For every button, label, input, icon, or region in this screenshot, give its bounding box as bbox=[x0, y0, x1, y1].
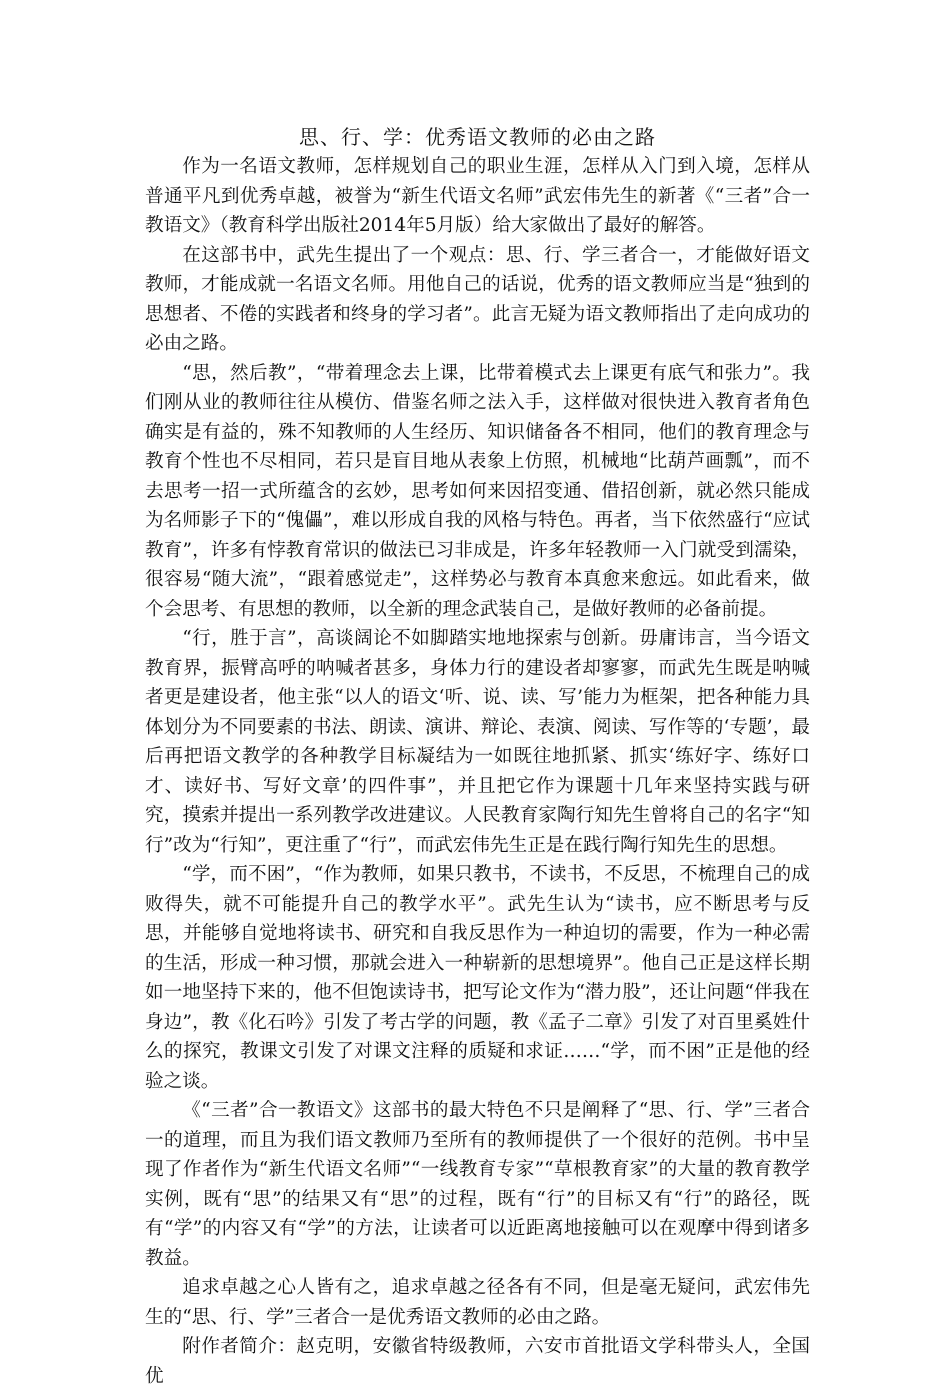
paragraph-viewpoint: 在这部书中，武先生提出了一个观点：思、行、学三者合一，才能做好语文教师，才能成就一名语文名师。用他自己的话说，优秀的语文教师应当是“独到的思想者、不倦的实践者和终身的学习者”。此言无疑为语文教师指出了走向成功的必由之路。 bbox=[145, 244, 810, 354]
paragraph-book-feature: 《“三者”合一教语文》这部书的最大特色不只是阐释了“思、行、学”三者合一的道理，而且为我们语文教师乃至所有的教师提供了一个很好的范例。书中呈现了作者作为“新生代语文名师”“一线教育专家”“草根教育家”的大量的教育教学实例，既有“思”的结果又有“思”的过程，既有“行”的目标又有“行”的路径，既有“学”的内容又有“学”的方法，让读者可以近距离地接触可以在观摩中得到诸多教益。 bbox=[145, 1100, 810, 1269]
paragraph-intro: 作为一名语文教师，怎样规划自己的职业生涯，怎样从入门到入境，怎样从普通平凡到优秀卓越，被誉为“新生代语文名师”武宏伟先生的新著《“三者”合一教语文》（教育科学出版社2014年5月版）给大家做出了最好的解答。 bbox=[145, 156, 810, 236]
paragraph-learn: “学，而不困”，“作为教师，如果只教书，不读书，不反思，不梳理自己的成败得失，就不可能提升自己的教学水平”。武先生认为“读书，应不断思考与反思，并能够自觉地将读书、研究和自我反思作为一种迫切的需要，作为一种必需的生活，形成一种习惯，那就会进入一种崭新的思想境界”。他自己正是这样长期如一地坚持下来的，他不但饱读诗书，把写论文作为“潜力股”，还让问题“伴我在身边”，教《化石吟》引发了考古学的问题，教《孟子二章》引发了对百里奚姓什么的探究，教课文引发了对课文注释的质疑和求证……“学，而不困”正是他的经验之谈。 bbox=[145, 864, 810, 1092]
document-page bbox=[145, 122, 810, 1391]
paragraph-conclusion: 追求卓越之心人皆有之，追求卓越之径各有不同，但是毫无疑问，武宏伟先生的“思、行、学”三者合一是优秀语文教师的必由之路。 bbox=[145, 1277, 810, 1328]
paragraph-think: “思，然后教”，“带着理念去上课，比带着模式去上课更有底气和张力”。我们刚从业的教师往往从模仿、借鉴名师之法入手，这样做对很快进入教育者角色确实是有益的，殊不知教师的人生经历、知识储备各不相同，他们的教育理念与教育个性也不尽相同，若只是盲目地从表象上仿照，机械地“比葫芦画瓢”，而不去思考一招一式所蕴含的玄妙，思考如何来因招变通、借招创新，就必然只能成为名师影子下的“傀儡”，难以形成自我的风格与特色。再者，当下依然盛行“应试教育”，许多有悖教育常识的做法已习非成是，许多年轻教师一入门就受到濡染，很容易“随大流”，“跟着感觉走”，这样势必与教育本真愈来愈远。如此看来，做个会思考、有思想的教师，以全新的理念武装自己，是做好教师的必备前提。 bbox=[145, 362, 810, 620]
document-title: 思、行、学：优秀语文教师的必由之路 bbox=[299, 125, 656, 149]
paragraph-act: “行，胜于言”，高谈阔论不如脚踏实地地探索与创新。毋庸讳言，当今语文教育界，振臂高呼的呐喊者甚多，身体力行的建设者却寥寥，而武先生既是呐喊者更是建设者，他主张“以人的语文‘听、说、读、写’能力为框架，把各种能力具体划分为不同要素的书法、朗读、演讲、辩论、表演、阅读、写作等的‘专题’，最后再把语文教学的各种教学目标凝结为一如既往地抓紧、抓实‘练好字、练好口才、读好书、写好文章’的四件事”，并且把它作为课题十几年来坚持实践与研究，摸索并提出一系列教学改进建议。人民教育家陶行知先生曾将自己的名字“知行”改为“行知”，更注重了“行”，而武宏伟先生正是在践行陶行知先生的思想。 bbox=[145, 628, 810, 856]
paragraph-author-bio: 附作者简介：赵克明，安徽省特级教师，六安市首批语文学科带头人，全国优 bbox=[145, 1336, 810, 1387]
